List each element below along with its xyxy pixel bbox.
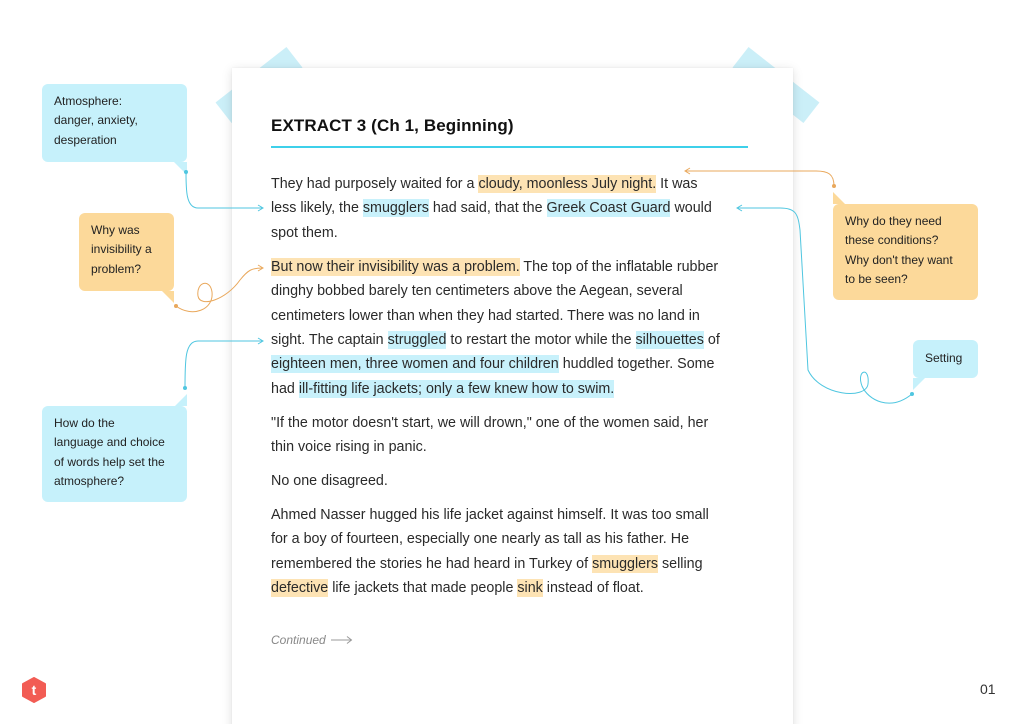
note-invisibility-line: Why was	[91, 223, 140, 237]
text-line	[271, 175, 698, 193]
note-atmosphere-line: Atmosphere:	[54, 94, 123, 108]
text-segment: life jackets that made people	[328, 580, 518, 597]
speech-tail	[175, 394, 187, 406]
text-line	[271, 531, 689, 547]
text-segment: "If the motor doesn't start, we will drown," one of the women said, her	[271, 414, 709, 431]
highlight-orange: sink	[517, 580, 543, 597]
text-segment: remembered the stories he had heard in Turkey of	[271, 555, 593, 572]
highlight-blue: eighteen men, three women and four children	[271, 356, 559, 373]
text-segment: centimeters lower than when they had started. There was no land in	[271, 307, 700, 324]
speech-tail	[174, 162, 187, 175]
extract-paragraph	[271, 503, 761, 601]
text-line	[271, 439, 427, 455]
note-language-line: How do the	[54, 416, 115, 430]
highlight-orange: defective	[271, 580, 329, 597]
note-setting-line: Setting	[925, 351, 963, 365]
note-conditions-line: these conditions?	[845, 233, 939, 248]
continued-label: Continued	[271, 633, 326, 647]
highlight-orange: But now their invisibility was a problem.	[271, 258, 520, 275]
connector-dot	[174, 304, 178, 308]
text-line	[271, 579, 644, 597]
text-segment: for a boy of fourteen, especially one nearly as tall as his father. He	[271, 531, 690, 548]
arrow-right-icon	[331, 635, 353, 645]
connector-dot	[183, 386, 187, 390]
note-invisibility-line: invisibility a	[91, 242, 152, 257]
text-line	[271, 258, 718, 276]
note-language-line: atmosphere?	[54, 474, 125, 489]
title-underline	[271, 146, 748, 148]
highlight-orange: smugglers	[592, 555, 659, 572]
text-segment: huddled together. Some	[558, 356, 715, 373]
speech-tail	[913, 378, 925, 390]
text-segment: selling	[658, 555, 703, 572]
text-line	[271, 355, 715, 373]
note-atmosphere	[42, 84, 187, 162]
connector-dot	[910, 392, 914, 396]
text-line	[271, 380, 614, 398]
note-invisibility-line: problem?	[91, 261, 142, 276]
text-segment: of	[703, 331, 720, 348]
text-segment: had said, that the	[428, 200, 547, 217]
extract-paragraph	[271, 469, 761, 493]
highlight-blue: Greek Coast Guard	[546, 200, 671, 217]
text-segment: had	[271, 380, 299, 397]
text-line	[271, 225, 338, 241]
note-conditions-line: Why do they need	[845, 214, 942, 228]
text-segment: to restart the motor while the	[446, 331, 636, 348]
text-segment: thin voice rising in panic.	[271, 439, 427, 456]
text-line	[271, 473, 388, 489]
note-language	[42, 406, 187, 502]
note-conditions-line: to be seen?	[845, 272, 908, 287]
speech-tail	[833, 192, 845, 204]
text-segment: less likely, the	[271, 200, 363, 217]
extract-paragraph	[271, 411, 761, 460]
note-conditions-line: Why don't they want	[845, 252, 953, 267]
note-invisibility	[79, 213, 174, 291]
note-atmosphere-line: danger, anxiety,	[54, 113, 138, 128]
highlight-blue: silhouettes	[635, 331, 704, 348]
text-line	[271, 331, 720, 349]
highlight-blue: struggled	[387, 331, 447, 348]
text-segment: They had purposely waited for a	[271, 176, 479, 192]
text-segment: It was	[656, 176, 698, 192]
speech-tail	[162, 291, 174, 303]
text-line	[271, 507, 709, 523]
note-language-line: of words help set the	[54, 454, 165, 469]
note-atmosphere-line: desperation	[54, 132, 117, 147]
extract-paragraph	[271, 255, 761, 401]
brand-logo-letter: t	[31, 682, 37, 698]
text-segment: instead of float.	[542, 580, 644, 597]
note-conditions	[833, 204, 978, 300]
text-segment: sight. The captain	[271, 331, 388, 348]
text-segment: dinghy bobbed barely ten centimeters above the Aegean, several	[271, 283, 683, 300]
text-segment: The top of the inflatable rubber	[519, 258, 719, 275]
note-language-line: language and choice	[54, 435, 165, 450]
note-setting	[913, 340, 978, 378]
text-line	[271, 199, 712, 217]
text-line	[271, 555, 703, 573]
text-segment: Ahmed Nasser hugged his life jacket against himself. It was too small	[271, 506, 709, 523]
extract-body	[271, 172, 761, 610]
highlight-blue: smugglers	[362, 200, 429, 217]
text-segment: would	[670, 200, 712, 217]
extract-title: EXTRACT 3 (Ch 1, Beginning)	[271, 116, 514, 135]
extract-paragraph	[271, 172, 761, 245]
highlight-blue: ill-fitting life jackets; only a few knew how to swim.	[298, 380, 615, 397]
connector-dot	[832, 184, 836, 188]
continued-link[interactable]	[271, 633, 353, 647]
text-line	[271, 308, 700, 324]
text-segment: No one disagreed.	[271, 472, 388, 489]
text-line	[271, 415, 708, 431]
highlight-orange: cloudy, moonless July night.	[478, 176, 657, 192]
page-number: 01	[980, 681, 996, 697]
text-segment: spot them.	[271, 224, 338, 241]
text-line	[271, 283, 683, 299]
